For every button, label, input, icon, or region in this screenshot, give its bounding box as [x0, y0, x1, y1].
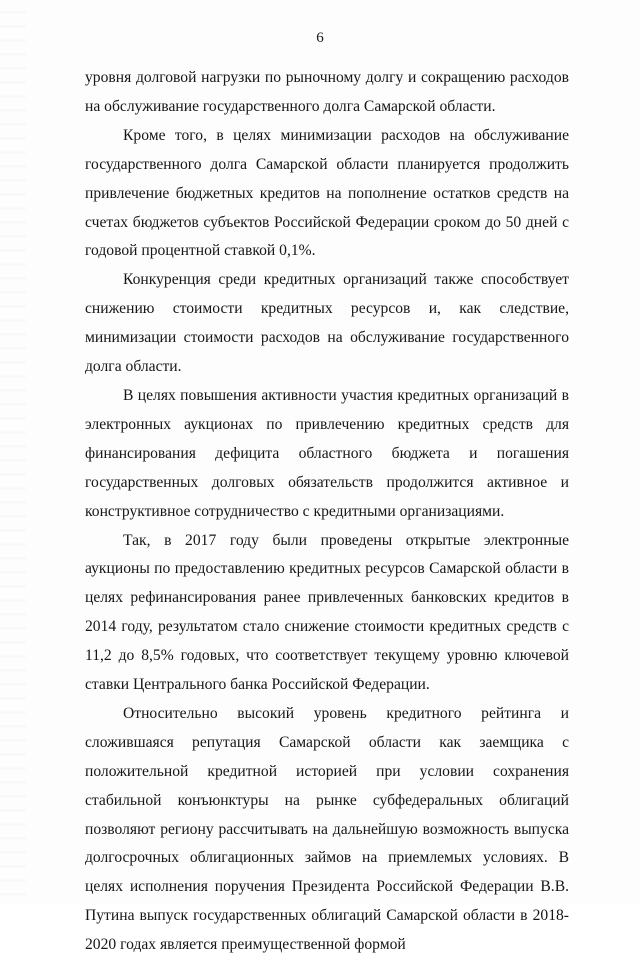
- paragraph-5: Так, в 2017 году были проведены открытые электронные аукционы по предоставлению кредитных ресурсов Самарской области в целях рефинансирования ранее привлеченных банковских кредитов в 2014 году, результатом стало снижение стоимости кредитных средств с 11,2 до 8,5% годовых, что соответствует текущему уровню ключевой ставки Центрального банка Российской Федерации.: [85, 531, 569, 694]
- paragraph-6: Относительно высокий уровень кредитного рейтинга и сложившаяся репутация Самарской области как заемщика с положительной кредитной историей при условии сохранения стабильной конъюнктуры на рынке субфедеральных облигаций позволяют региону рассчитывать на дальнейшую возможность выпуска долгосрочных облигационных займов на приемлемых условиях. В целях исполнения поручения Президента Российской Федерации В.В. Путина выпуск государственных облигаций Самарской области в 2018-2020 годах является преимущественной формой: [85, 704, 569, 954]
- paragraph-1: уровня долговой нагрузки по рыночному долгу и сокращению расходов на обслуживание государственного долга Самарской области.: [85, 69, 569, 115]
- scan-edge-noise: [0, 0, 26, 905]
- paragraph-2: Кроме того, в целях минимизации расходов на обслуживание государственного долга Самарской области планируется продолжить привлечение бюджетных кредитов на пополнение остатков средств на счетах бюджетов субъектов Российской Федерации сроком до 50 дней с годовой процентной ставкой 0,1%.: [85, 126, 569, 260]
- paragraph-3: Конкуренция среди кредитных организаций также способствует снижению стоимости кредитных ресурсов и, как следствие, минимизации стоимости расходов на обслуживание государственного долга области.: [85, 271, 569, 376]
- paragraph-4: В целях повышения активности участия кредитных организаций в электронных аукционах по привлечению кредитных средств для финансирования дефицита областного бюджета и погашения государственных долговых обязательств продолжится активное и конструктивное сотрудничество с кредитными организациями.: [85, 386, 569, 520]
- page-number: 6: [316, 30, 324, 46]
- body-text: [85, 64, 569, 960]
